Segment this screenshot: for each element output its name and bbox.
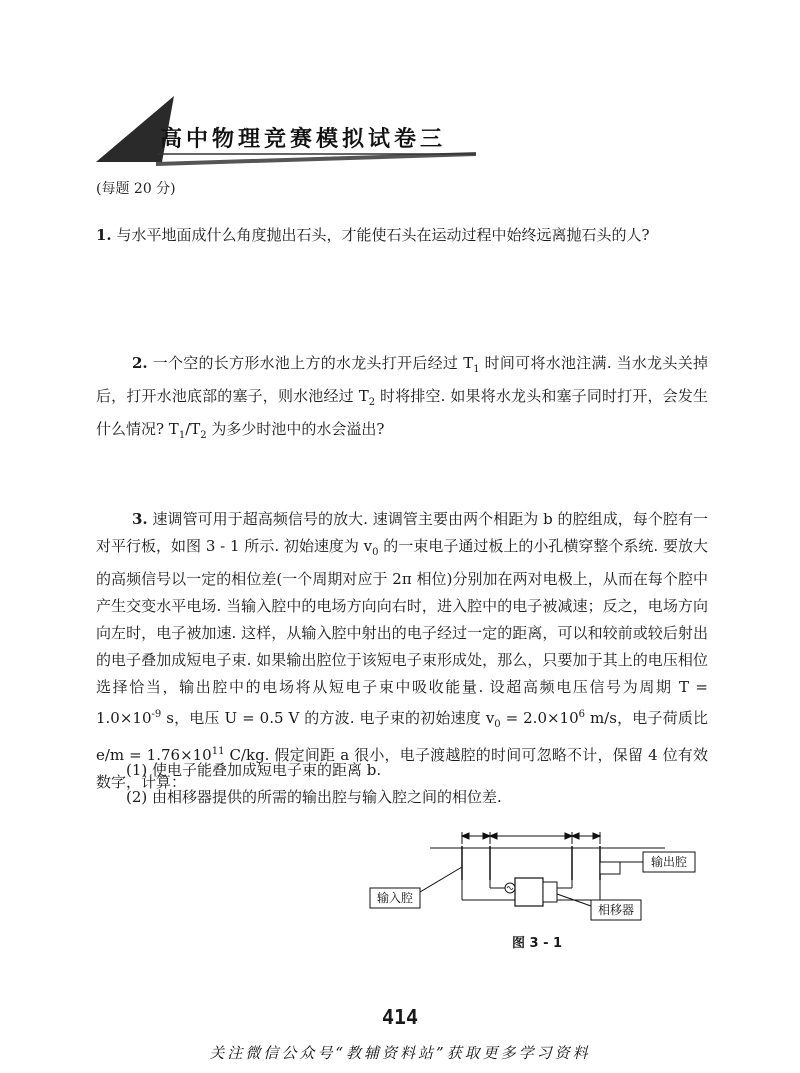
question-1-text: 与水平地面成什么角度抛出石头，才能使石头在运动过程中始终远离抛石头的人?	[111, 226, 650, 244]
phase-shifter-label: 相移器	[597, 903, 635, 917]
subscript: 1	[473, 364, 480, 375]
footer-note: 关注微信公众号“教辅资料站”获取更多学习资料	[209, 1044, 591, 1062]
question-2-text-part: /T	[185, 420, 201, 438]
question-3	[96, 506, 708, 796]
question-3-text-part: 的一束电子通过板上的小孔横穿整个系统. 要放大的高频信号以一定的相位差(一个周期对应于 2π 相位)分别加在两对电极上，从而在每个腔中产生交变水平电场. 当输入腔中的电场方向向右时，进入腔中的电子被减速；反之，电场方向向左时，电子被加速. 这样，从输入腔中射出的电子经过一定的距离，可以和较前或较后射出的电子叠加成短电子束. 如果输出腔位于该短电子束形成处，那么，只要加于其上的电压相位选择恰当，输出腔中的电场将从短电子束中吸收能量. 设超高频电压信号为周期 T = 1.0×10	[96, 537, 708, 727]
question-2	[96, 350, 708, 449]
question-2-text-part: 一个空的长方形水池上方的水龙头打开后经过 T	[147, 354, 474, 372]
question-3-text-part: = 2.0×10	[500, 709, 579, 727]
output-cavity-label: 输出腔	[650, 855, 688, 869]
question-3-number: 3.	[132, 510, 148, 528]
figure-caption: 图 3 - 1	[512, 936, 563, 951]
subscript: 1	[178, 430, 186, 441]
score-note: (每题 20 分)	[96, 181, 176, 197]
sub-question-2: (2) 由相移器提供的所需的输出腔与输入腔之间的相位差.	[126, 788, 502, 806]
question-2-text-part: 时将排空. 如果将水龙头和塞子同时打开，会发生什么情况? T	[96, 387, 708, 438]
question-2-number: 2.	[132, 354, 148, 372]
subscript: 2	[368, 397, 376, 408]
question-3-text-part: m/s，电子荷质比 e/m = 1.76×10	[96, 709, 708, 764]
output-cavity-plates	[572, 846, 600, 880]
input-cavity-label: 输入腔	[376, 891, 414, 905]
klystron-diagram	[365, 822, 715, 922]
question-2-text-part: 时间可将水池注满. 当水龙头关掉后，打开水池底部的塞子，则水池经过 T	[96, 354, 708, 405]
subscript: 0	[372, 547, 379, 558]
superscript: -9	[151, 709, 162, 720]
question-3-text-part: s，电压 U = 0.5 V 的方波. 电子束的初始速度 v	[161, 709, 495, 727]
sub-question-1: (1) 使电子能叠加成短电子束的距离 b.	[126, 761, 382, 779]
superscript: 6	[578, 709, 586, 720]
question-1	[96, 222, 708, 249]
subscript: 0	[494, 719, 501, 730]
page-number: 414	[381, 1005, 419, 1029]
dimension-arrows	[462, 832, 600, 844]
question-1-number: 1.	[96, 226, 112, 244]
question-3-text-part: 速调管可用于超高频信号的放大. 速调管主要由两个相距为 b 的腔组成，每个腔有一对平行板，如图 3 - 1 所示. 初始速度为 v	[96, 510, 708, 555]
phase-shifter-box	[515, 878, 543, 906]
superscript: 11	[211, 746, 225, 757]
input-cavity-plates	[462, 846, 490, 880]
subscript: 2	[200, 430, 207, 441]
question-3-text-part: C/kg. 假定间距 a 很小，电子渡越腔的时间可忽略不计，保留 4 位有效数字，计算：	[96, 746, 709, 791]
page-title: 高中物理竞赛模拟试卷三	[160, 127, 447, 152]
question-2-text-part: 为多少时池中的水会溢出?	[206, 420, 385, 438]
